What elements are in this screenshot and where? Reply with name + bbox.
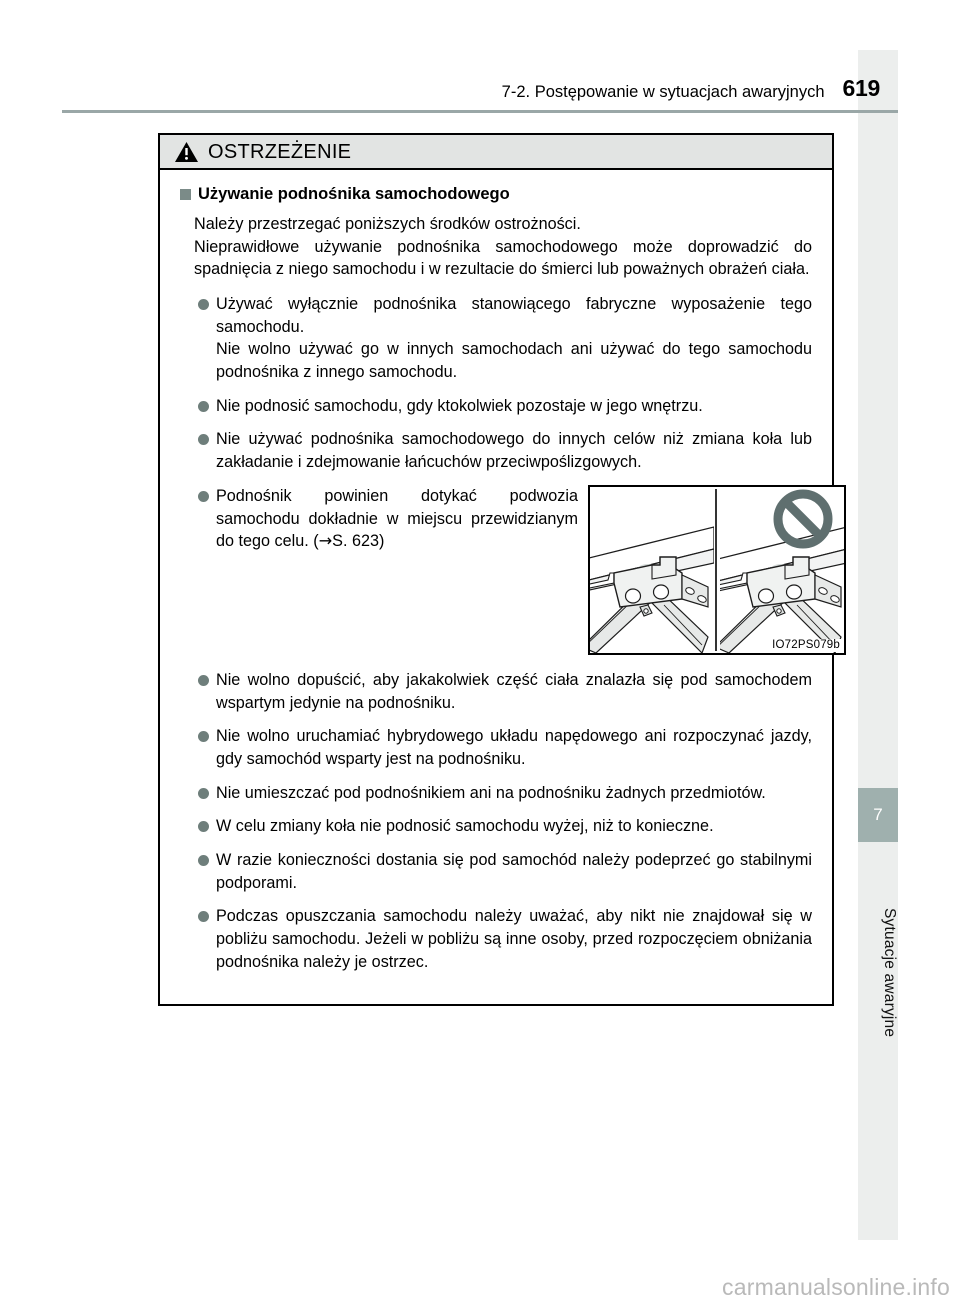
list-item xyxy=(198,293,812,384)
list-item-text: Nie wolno dopuścić, aby jakakolwiek część ciała znalazła się pod samochodem wspartym jedynie na podnośniku. xyxy=(216,670,812,712)
list-item xyxy=(198,905,812,973)
round-bullet-icon xyxy=(198,491,209,502)
figure-row xyxy=(198,485,840,655)
warning-box-header xyxy=(160,135,832,170)
header-section-title: 7-2. Postępowanie w sytuacjach awaryjnych xyxy=(501,82,825,101)
subsection-heading xyxy=(180,184,812,205)
round-bullet-icon xyxy=(198,401,209,412)
page-header xyxy=(0,66,898,100)
round-bullet-icon xyxy=(198,788,209,799)
figure-bullet xyxy=(198,485,578,553)
list-item xyxy=(198,669,812,714)
list-item xyxy=(198,725,812,770)
list-item-text: Nie wolno uruchamiać hybrydowego układu napędowego ani rozpoczynać jazdy, gdy samochód wsparty jest na podnośniku. xyxy=(216,727,812,768)
round-bullet-icon xyxy=(198,855,209,866)
side-index-chapter-number: 7 xyxy=(873,805,883,824)
intro-line-1: Należy przestrzegać poniższych środków ostrożności. xyxy=(194,215,581,234)
list-item-text: Nie umieszczać pod podnośnikiem ani na podnośniku żadnych przedmiotów. xyxy=(216,783,766,802)
figure-bullet-text xyxy=(216,485,578,553)
list-item-text xyxy=(216,293,812,384)
list-item-text: W razie konieczności dostania się pod samochód należy podeprzeć go stabilnymi podporami. xyxy=(216,850,812,892)
list-item xyxy=(198,782,812,805)
list-item-main: Używać wyłącznie podnośnika stanowiącego fabryczne wyposażenie tego samochodu. xyxy=(216,295,812,336)
round-bullet-icon xyxy=(198,821,209,832)
list-item-text: W celu zmiany koła nie podnosić samochodu wyżej, niż to konieczne. xyxy=(216,817,714,836)
list-item xyxy=(198,815,812,838)
round-bullet-icon xyxy=(198,911,209,922)
list-item-extra: Nie wolno używać go w innych samochodach ani używać do tego samochodu podnośnika z innego samochodu. xyxy=(216,340,812,382)
subsection-heading-text: Używanie podnośnika samochodowego xyxy=(198,185,510,203)
arrow-right-icon: → xyxy=(318,531,333,551)
list-item-text: Nie podnosić samochodu, gdy ktokolwiek pozostaje w jego wnętrzu. xyxy=(216,396,703,415)
figure-code-label: IO72PS079b xyxy=(772,638,840,651)
round-bullet-icon xyxy=(198,299,209,310)
warning-triangle-icon xyxy=(174,141,199,163)
warning-box xyxy=(158,133,840,1006)
figure-bullet-part1: Podnośnik powinien dotykać podwozia samochodu dokładnie w miejscu przewidzianym do tego celu. ( xyxy=(216,486,578,551)
list-item xyxy=(198,395,812,418)
watermark: carmanualsonline.info xyxy=(722,1274,950,1300)
page-number: 619 xyxy=(842,75,880,101)
list-item xyxy=(198,428,812,473)
figure-bullet-part2: S. 623) xyxy=(332,532,385,551)
list-item-text: Podczas opuszczania samochodu należy uważać, aby nikt nie znajdował się w pobliżu samochodu. Jeżeli w pobliżu są inne osoby, przed rozpoczęciem obniżania podnośnika należy je ostrzec. xyxy=(216,907,812,971)
square-bullet-icon xyxy=(180,189,191,200)
jack-placement-svg xyxy=(590,487,844,653)
list-item-text: Nie używać podnośnika samochodowego do innych celów niż zmiana koła lub zakładanie i zdejmowanie łańcuchów przeciwpoślizgowych. xyxy=(216,430,812,472)
round-bullet-icon xyxy=(198,731,209,742)
round-bullet-icon xyxy=(198,434,209,445)
side-index-chapter-label: Sytuacje awaryjne xyxy=(881,908,898,1038)
warning-box-body xyxy=(160,170,840,973)
intro-paragraph xyxy=(194,213,812,281)
figure-wrapper xyxy=(588,485,846,655)
jack-placement-illustration xyxy=(588,485,846,655)
intro-line-2: Nieprawidłowe używanie podnośnika samochodowego może doprowadzić do spadnięcia z niego samochodu i w rezultacie do śmierci lub poważnych obrażeń ciała. xyxy=(194,237,812,279)
header-rule xyxy=(62,110,898,113)
warning-title: OSTRZEŻENIE xyxy=(208,140,352,163)
round-bullet-icon xyxy=(198,675,209,686)
list-item xyxy=(198,849,812,894)
